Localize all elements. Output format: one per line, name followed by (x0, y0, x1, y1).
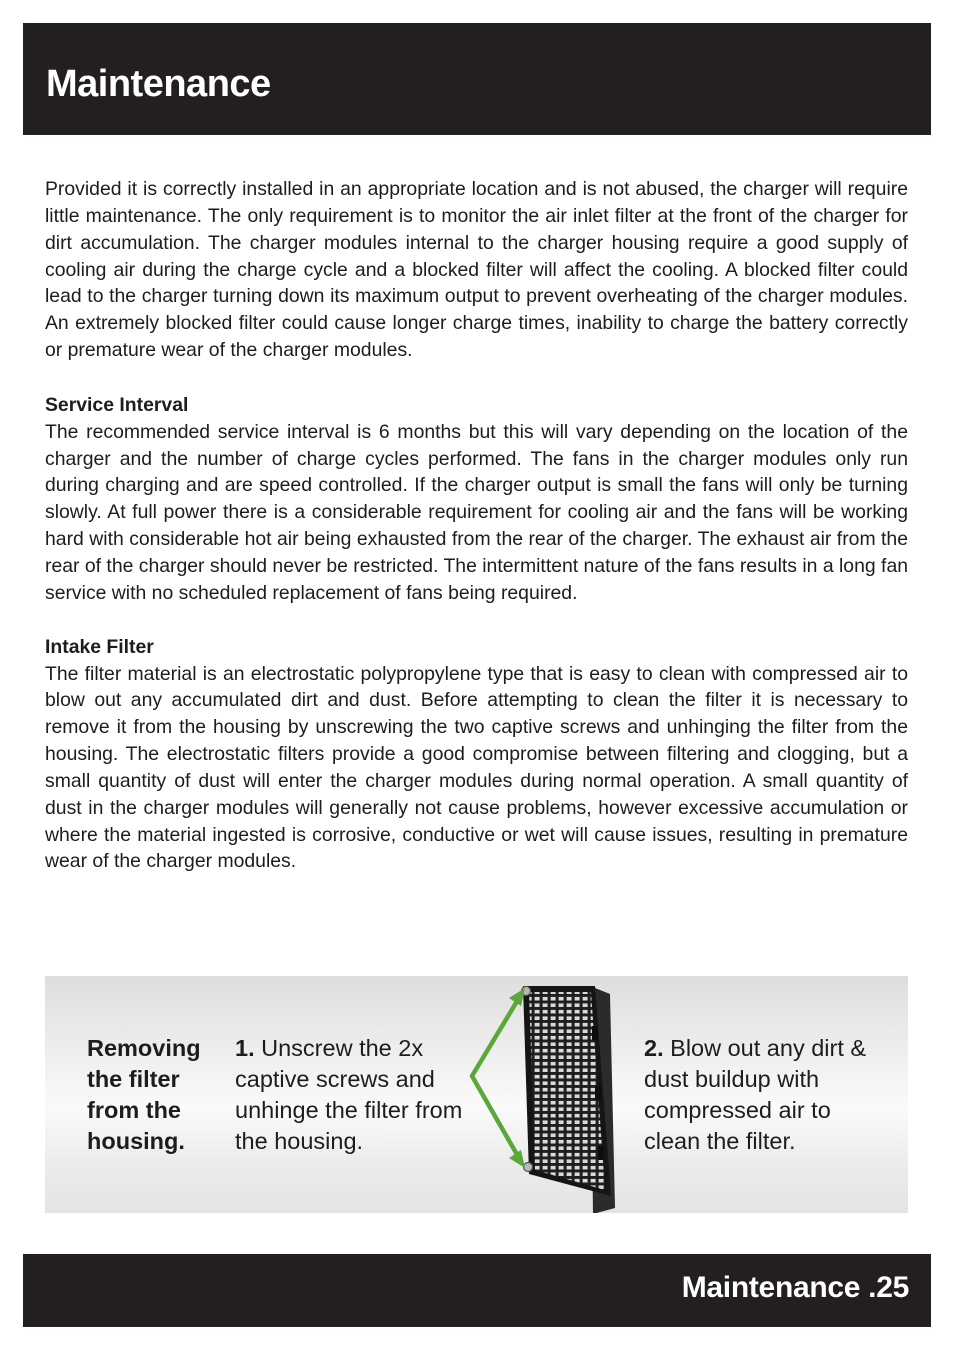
intake-filter-heading: Intake Filter (45, 635, 154, 658)
page-footer-label: Maintenance .25 (681, 1271, 909, 1304)
intake-filter-paragraph: The filter material is an electrostatic polypropylene type that is easy to clean with compressed air to blow out any accumulated dirt and dust. Before attempting to clean the filter it is necessary to remove it from the housing by unscrewing the two captive screws and unhinging the filter from the housing. The electrostatic filters provide a good compromise between filtering and clogging, but a small quantity of dust will enter the charger modules during normal operation. A small quantity of dust in the charger modules will generally not cause problems, however excessive accumulation or where the material ingested is corrosive, conductive or wet will cause issues, resulting in premature wear of the charger modules. (45, 662, 908, 873)
footer-bar (23, 1254, 931, 1327)
page-title: Maintenance (46, 63, 271, 105)
arrow-icon (472, 998, 519, 1158)
main-content (45, 176, 908, 875)
service-interval-heading: Service Interval (45, 393, 189, 416)
step-2-number: 2. (644, 1035, 664, 1061)
service-interval-paragraph: The recommended service interval is 6 months but this will vary depending on the location of the charger and the number of charge cycles performed. The fans in the charger modules only run during charging and are speed controlled. If the charger output is small the fans will only be turning slowly. At full power there is a considerable requirement for cooling air and the fans will be working hard with considerable hot air being exhausted from the rear of the charger. The exhaust air from the rear of the charger should never be restricted. The intermittent nature of the fans results in a long fan service with no scheduled replacement of fans being required. (45, 420, 909, 604)
step-1-number: 1. (235, 1035, 255, 1061)
intro-paragraph: Provided it is correctly installed in an appropriate location and is not abused, the charger will require little maintenance. The only requirement is to monitor the air inlet filter at the front of the charger for dirt accumulation. The charger modules internal to the charger housing require a good supply of cooling air during the charge cycle and a blocked filter will affect the cooling. A blocked filter could lead to the charger turning down its maximum output to prevent overheating of the charger modules. An extremely blocked filter could cause longer charge times, inability to charge the battery correctly or premature wear of the charger modules. (45, 178, 908, 362)
step-1 (235, 1033, 475, 1157)
step-1-text: Unscrew the 2x captive screws and unhinge the filter from the housing. (235, 1035, 463, 1154)
panel-heading: Removing the filter from the housing. (87, 1035, 201, 1154)
filter-removal-panel (45, 976, 908, 1213)
header-bar (23, 23, 931, 135)
step-2-text: Blow out any dirt & dust buildup with compressed air to clean the filter. (644, 1035, 867, 1154)
step-2 (644, 1033, 884, 1157)
filter-frame (523, 986, 615, 1213)
